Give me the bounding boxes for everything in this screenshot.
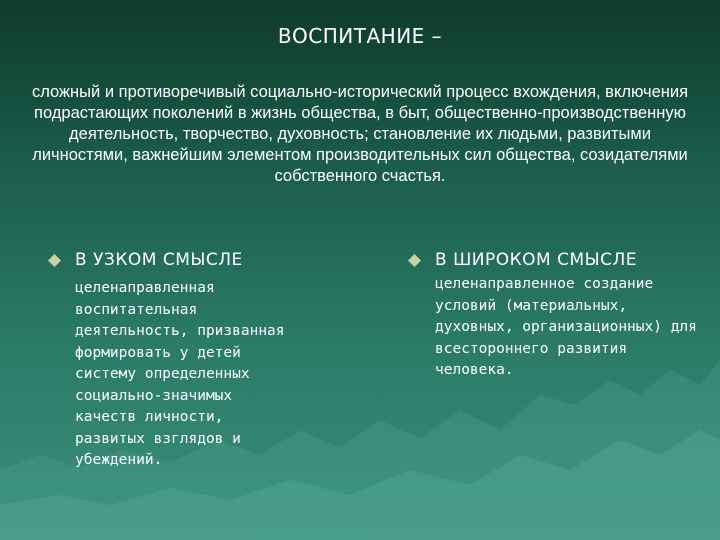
broad-sense-heading — [408, 250, 708, 270]
narrow-sense-text: целенаправленная воспитательная деятельность, призванная формировать у детей систему определенных социально-значимых качеств личности, развитых взглядов и убеждений. — [75, 280, 285, 468]
narrow-sense-label: В УЗКОМ СМЫСЛЕ — [75, 250, 243, 270]
diamond-bullet-icon — [408, 254, 421, 267]
narrow-sense-column — [48, 250, 298, 472]
slide-title: ВОСПИТАНИЕ – — [277, 24, 443, 48]
narrow-sense-heading — [48, 250, 298, 270]
broad-sense-label: В ШИРОКОМ СМЫСЛЕ — [435, 250, 638, 270]
definition-text: сложный и противоречивый социально-исторический процесс вхождения, включения подрастающих поколений в жизнь общества, в быт, общественно-производственную деятельность, творчество, духовность; становление их людьми, развитыми личностями, важнейшим элементом производительных сил общества, созидателями собственного счастья. — [31, 83, 689, 185]
diamond-bullet-icon — [48, 254, 61, 267]
broad-sense-text: целенаправленное создание условий (материальных, духовных, организационных) для всестороннего развития человека. — [435, 276, 697, 378]
broad-sense-column — [408, 250, 708, 382]
